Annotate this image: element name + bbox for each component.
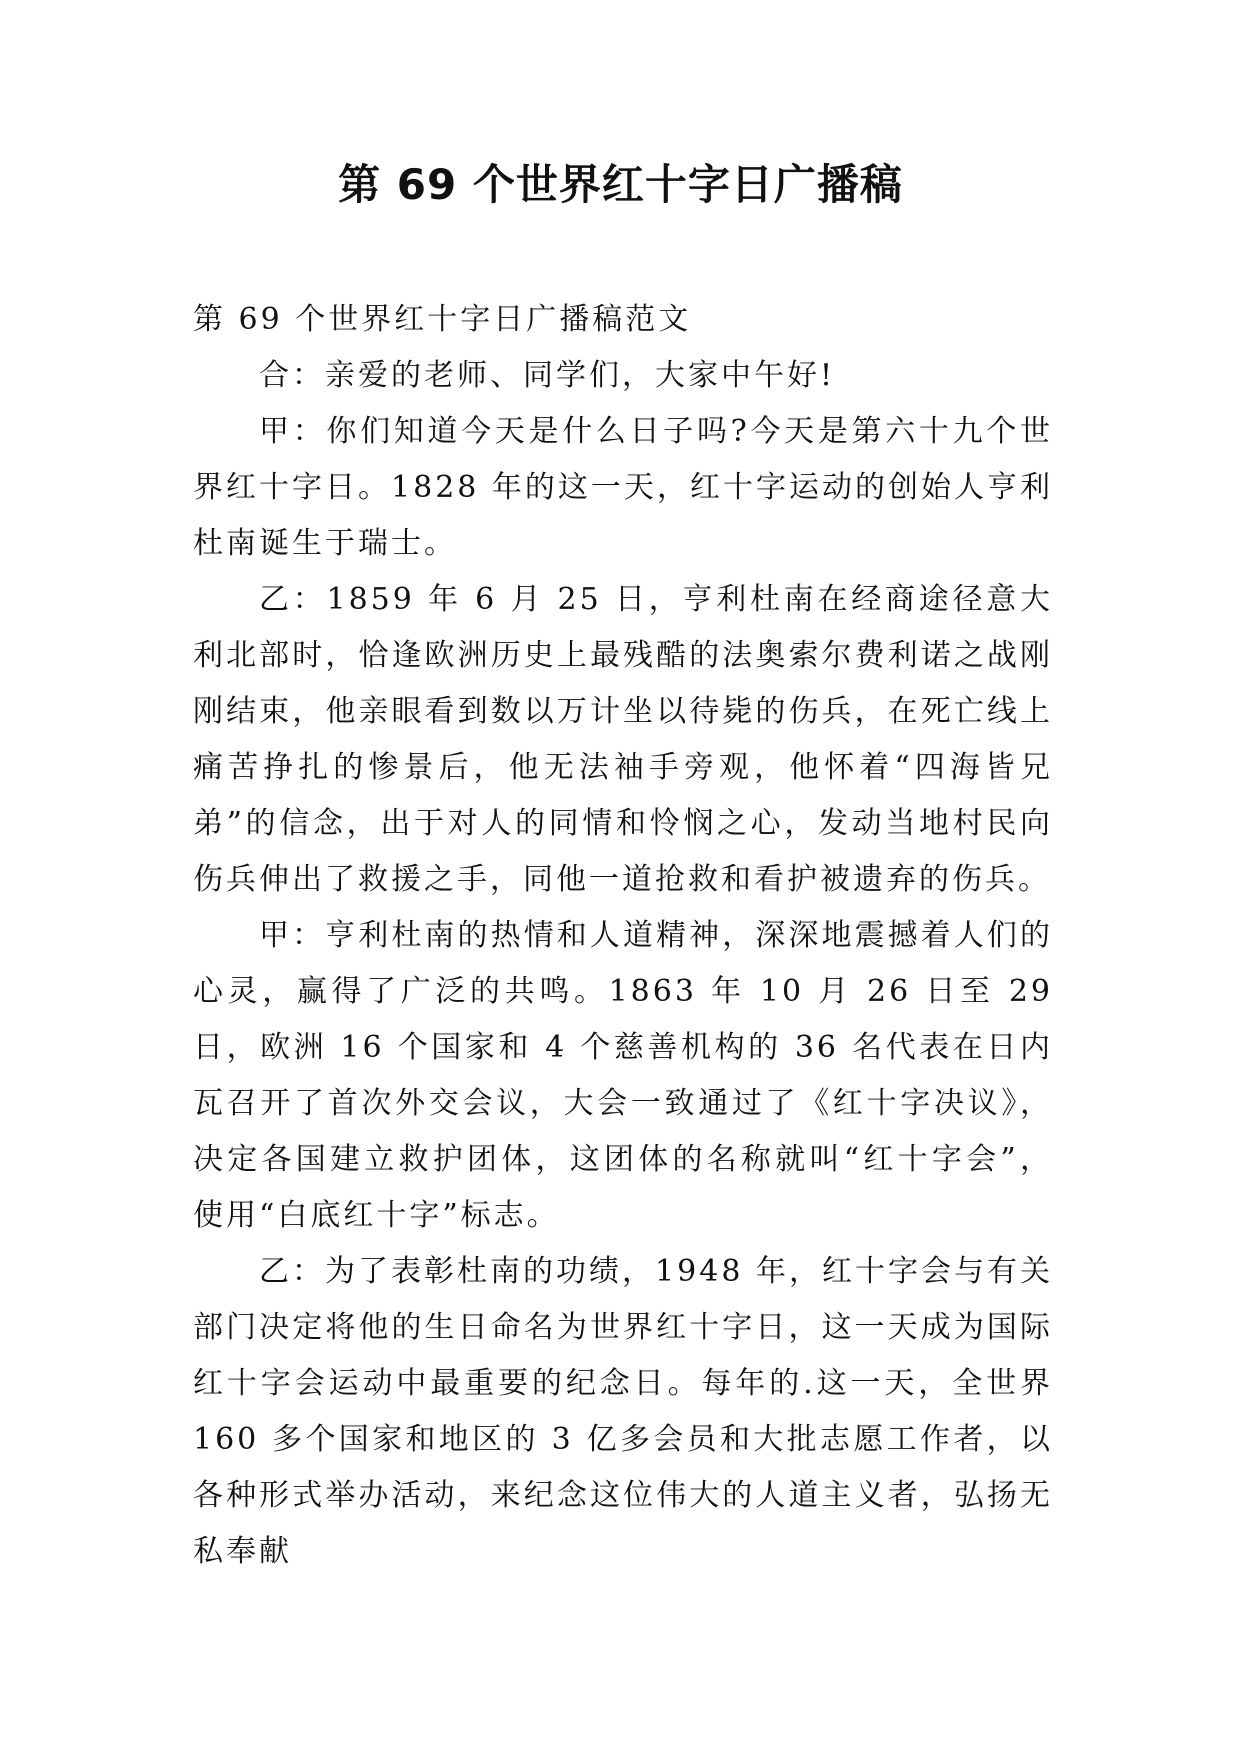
document-title: 第 69 个世界红十字日广播稿: [338, 160, 903, 209]
paragraph-greeting: 合：亲爱的老师、同学们，大家中午好!: [259, 358, 836, 393]
document-body: [193, 292, 1053, 1580]
paragraph-yi-2: 乙：为了表彰杜南的功绩，1948 年，红十字会与有关部门决定将他的生日命名为世界红十字日，这一天成为国际红十字会运动中最重要的纪念日。每年的.这一天，全世界 160 多个国家和地区的 3 亿多会员和大批志愿工作者，以各种形式举办活动，来纪念这位伟大的人道主义者，弘扬无私奉献: [193, 1254, 1053, 1569]
document-subtitle: 第 69 个世界红十字日广播稿范文: [193, 302, 692, 337]
paragraph-jia-1: 甲：你们知道今天是什么日子吗?今天是第六十九个世界红十字日。1828 年的这一天，红十字运动的创始人亨利杜南诞生于瑞士。: [193, 414, 1053, 561]
paragraph-jia-2: 甲：亨利杜南的热情和人道精神，深深地震撼着人们的心灵，赢得了广泛的共鸣。1863 年 10 月 26 日至 29 日，欧洲 16 个国家和 4 个慈善机构的 36 名代表在日内瓦召开了首次外交会议，大会一致通过了《红十字决议》，决定各国建立救护团体，这团体的名称就叫“红十字会”，使用“白底红十字”标志。: [193, 918, 1053, 1233]
paragraph-yi-1: 乙：1859 年 6 月 25 日，亨利杜南在经商途径意大利北部时，恰逢欧洲历史上最残酷的法奥索尔费利诺之战刚刚结束，他亲眼看到数以万计坐以待毙的伤兵，在死亡线上痛苦挣扎的惨景后，他无法袖手旁观，他怀着“四海皆兄弟”的信念，出于对人的同情和怜悯之心，发动当地村民向伤兵伸出了救援之手，同他一道抢救和看护被遗弃的伤兵。: [193, 582, 1053, 897]
